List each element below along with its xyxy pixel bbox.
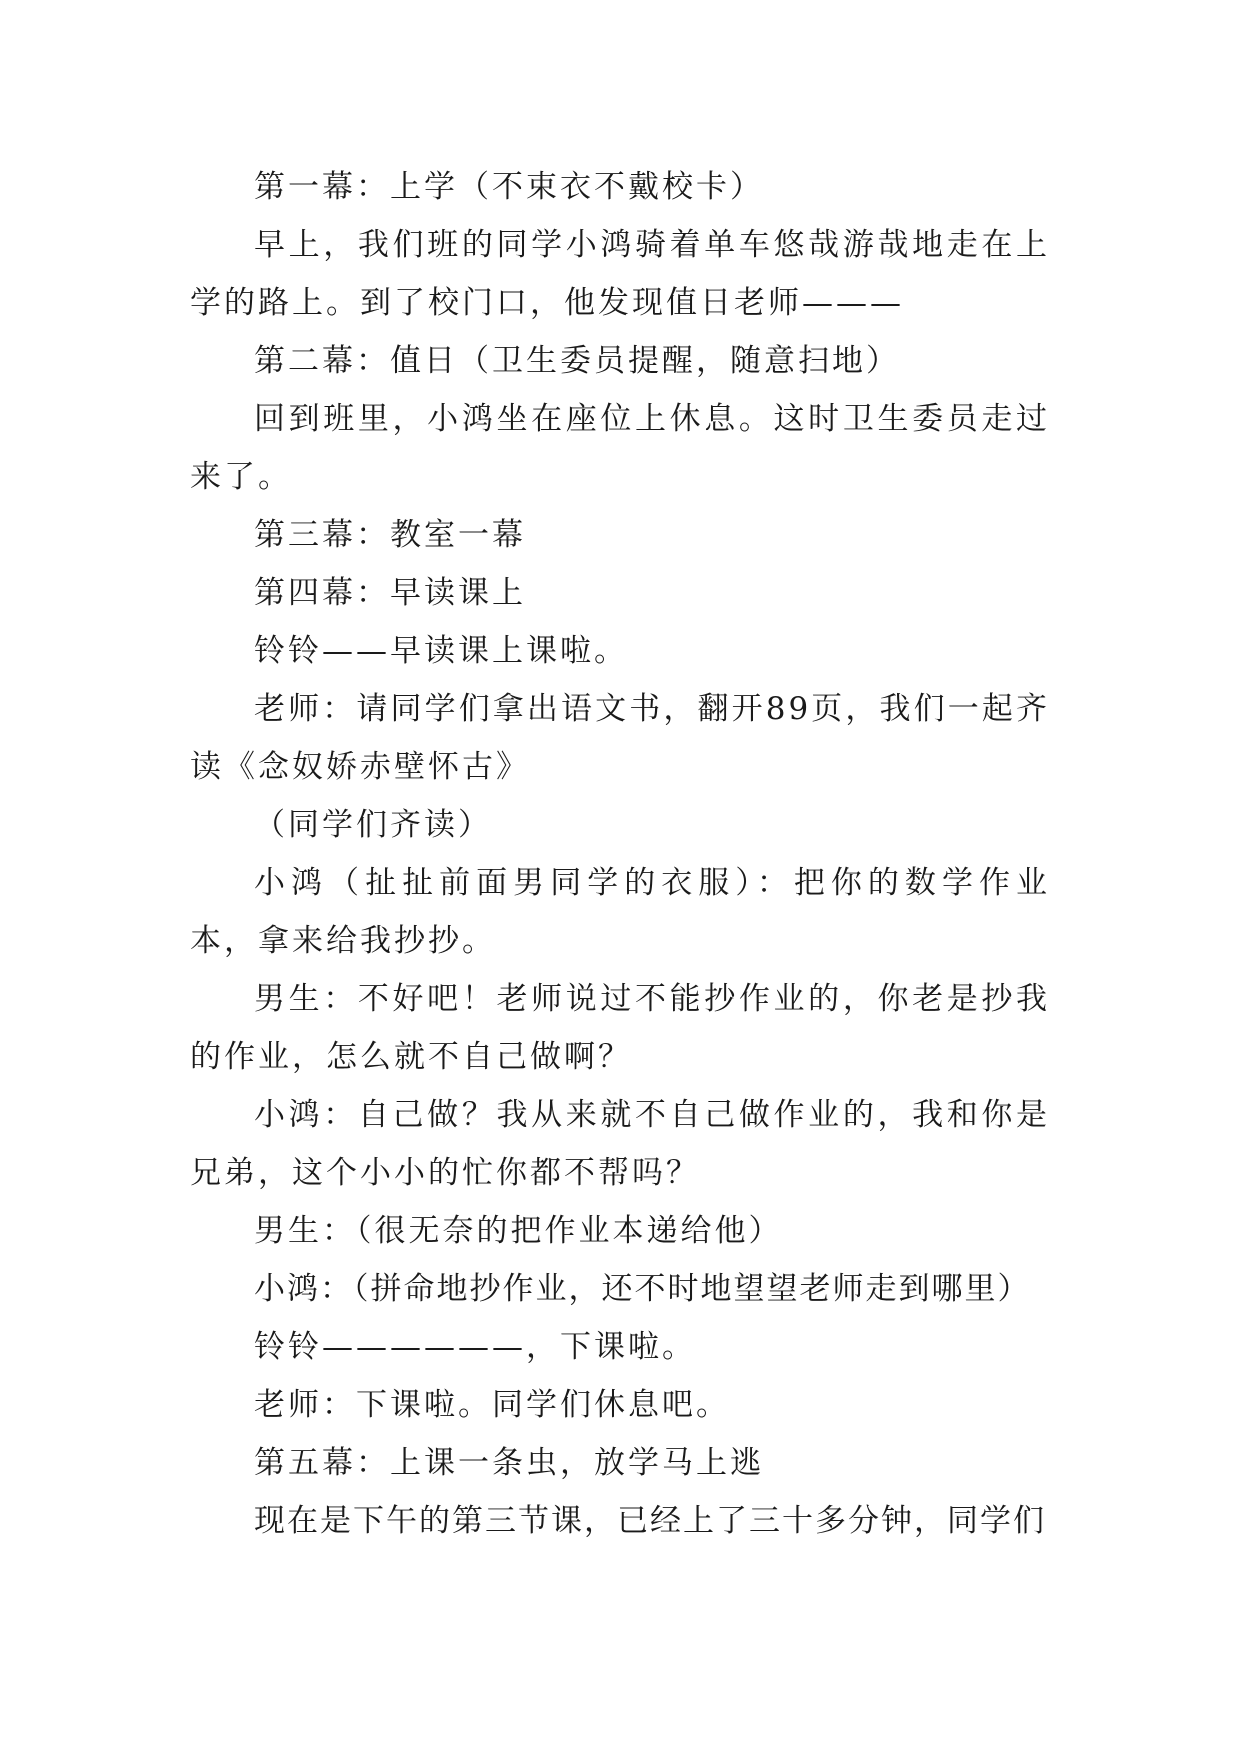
paragraph: 小鸿：自己做？我从来就不自己做作业的，我和你是兄弟，这个小小的忙你都不帮吗？ bbox=[190, 1097, 1050, 1191]
paragraph: 小鸿（扯扯前面男同学的衣服）：把你的数学作业本，拿来给我抄抄。 bbox=[190, 865, 1050, 959]
paragraph: 第二幕：值日（卫生委员提醒，随意扫地） bbox=[254, 343, 900, 379]
paragraph: 第三幕：教室一幕 bbox=[254, 517, 526, 553]
paragraph: （同学们齐读） bbox=[254, 807, 492, 843]
paragraph: 铃铃——早读课上课啦。 bbox=[254, 633, 628, 669]
paragraph: 男生：（很无奈的把作业本递给他） bbox=[254, 1213, 783, 1249]
paragraph: 第一幕：上学（不束衣不戴校卡） bbox=[254, 169, 764, 205]
document-body bbox=[190, 158, 1050, 1550]
paragraph: 老师：请同学们拿出语文书，翻开89页，我们一起齐读《念奴娇赤壁怀古》 bbox=[190, 691, 1050, 785]
paragraph: 男生：不好吧！老师说过不能抄作业的，你老是抄我的作业，怎么就不自己做啊？ bbox=[190, 981, 1050, 1075]
paragraph: 第五幕：上课一条虫，放学马上逃 bbox=[254, 1445, 764, 1481]
paragraph: 现在是下午的第三节课，已经上了三十多分钟，同学们 bbox=[254, 1503, 1046, 1539]
paragraph: 第四幕：早读课上 bbox=[254, 575, 526, 611]
paragraph: 铃铃——————，下课啦。 bbox=[254, 1329, 696, 1365]
paragraph: 回到班里，小鸿坐在座位上休息。这时卫生委员走过来了。 bbox=[190, 401, 1050, 495]
paragraph: 老师：下课啦。同学们休息吧。 bbox=[254, 1387, 730, 1423]
paragraph: 小鸿：（拼命地抄作业，还不时地望望老师走到哪里） bbox=[254, 1271, 1031, 1307]
paragraph: 早上，我们班的同学小鸿骑着单车悠哉游哉地走在上学的路上。到了校门口，他发现值日老师——— bbox=[190, 227, 1050, 321]
